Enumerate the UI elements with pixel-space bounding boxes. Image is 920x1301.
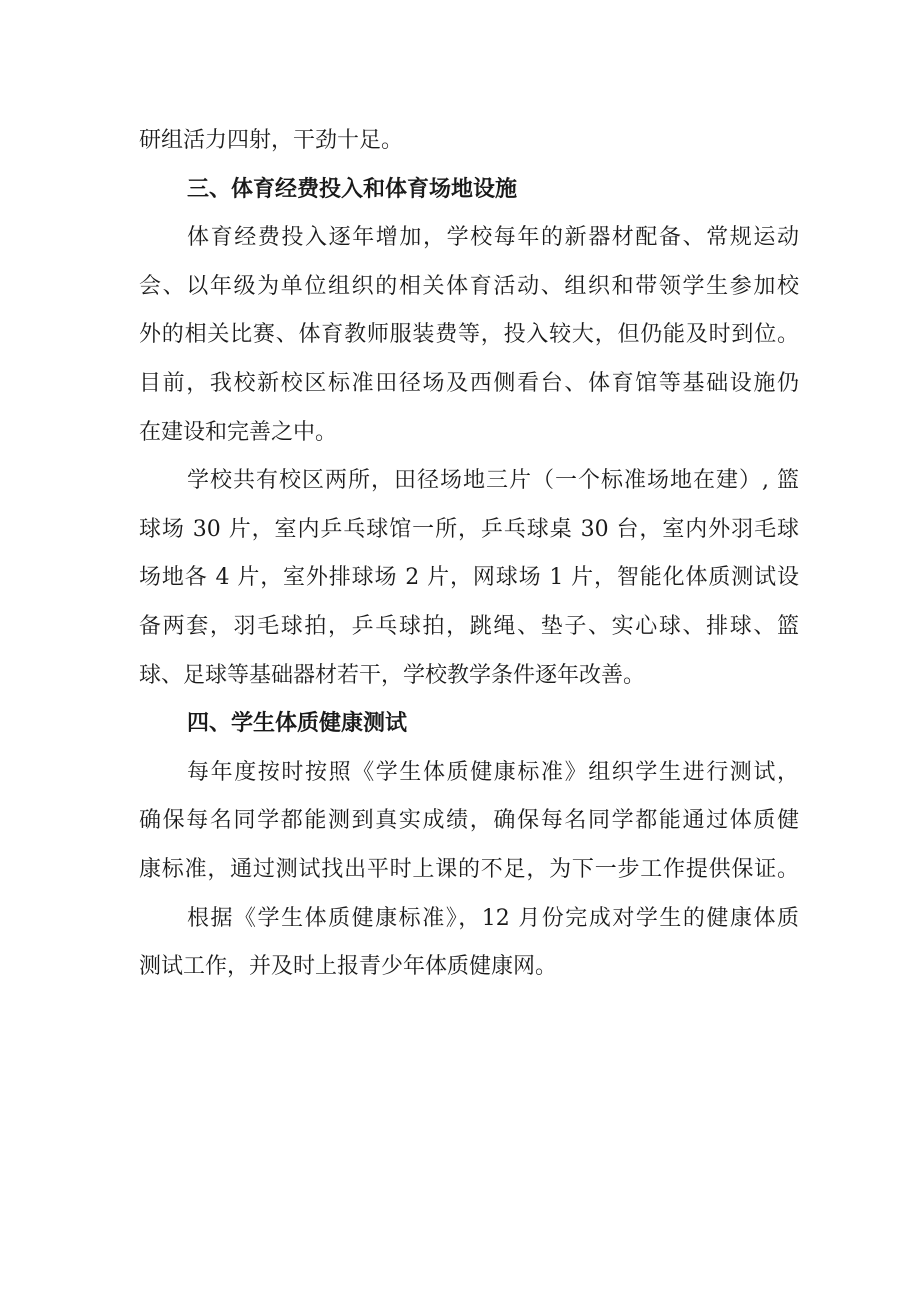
paragraph-line: 学校共有校区两所，田径场地三片（一个标准场地在建）, 篮	[187, 468, 799, 494]
paragraph-line: 在建设和完善之中。	[139, 419, 338, 445]
paragraph-line: 场地各 4 片，室外排球场 2 片，网球场 1 片，智能化体质测试设	[139, 565, 799, 591]
paragraph-line: 体育经费投入逐年增加，学校每年的新器材配备、常规运动	[187, 225, 799, 251]
paragraph-line: 会、以年级为单位组织的相关体育活动、组织和带领学生参加校	[139, 273, 799, 299]
paragraph-line: 外的相关比赛、体育教师服装费等，投入较大，但仍能及时到位。	[139, 322, 799, 348]
section-heading-3: 三、体育经费投入和体育场地设施	[187, 176, 518, 202]
paragraph-line: 每年度按时按照《学生体质健康标准》组织学生进行测试，	[187, 759, 799, 785]
section-heading-4: 四、学生体质健康测试	[187, 711, 408, 737]
document-body	[139, 117, 799, 992]
paragraph-line: 测试工作，并及时上报青少年体质健康网。	[139, 954, 558, 980]
paragraph-line: 根据《学生体质健康标准》，12 月份完成对学生的健康体质	[187, 905, 799, 931]
paragraph-line: 目前，我校新校区标准田径场及西侧看台、体育馆等基础设施仍	[139, 370, 799, 396]
paragraph-line: 备两套，羽毛球拍，乒乓球拍，跳绳、垫子、实心球、排球、篮	[139, 613, 799, 639]
paragraph-line: 确保每名同学都能测到真实成绩，确保每名同学都能通过体质健	[139, 808, 799, 834]
paragraph-line: 康标准，通过测试找出平时上课的不足，为下一步工作提供保证。	[139, 856, 799, 882]
paragraph-line: 研组活力四射，干劲十足。	[139, 128, 404, 153]
paragraph-line: 球、足球等基础器材若干，学校教学条件逐年改善。	[139, 662, 646, 688]
paragraph-line: 球场 30 片，室内乒乓球馆一所，乒乓球桌 30 台，室内外羽毛球	[139, 516, 799, 542]
